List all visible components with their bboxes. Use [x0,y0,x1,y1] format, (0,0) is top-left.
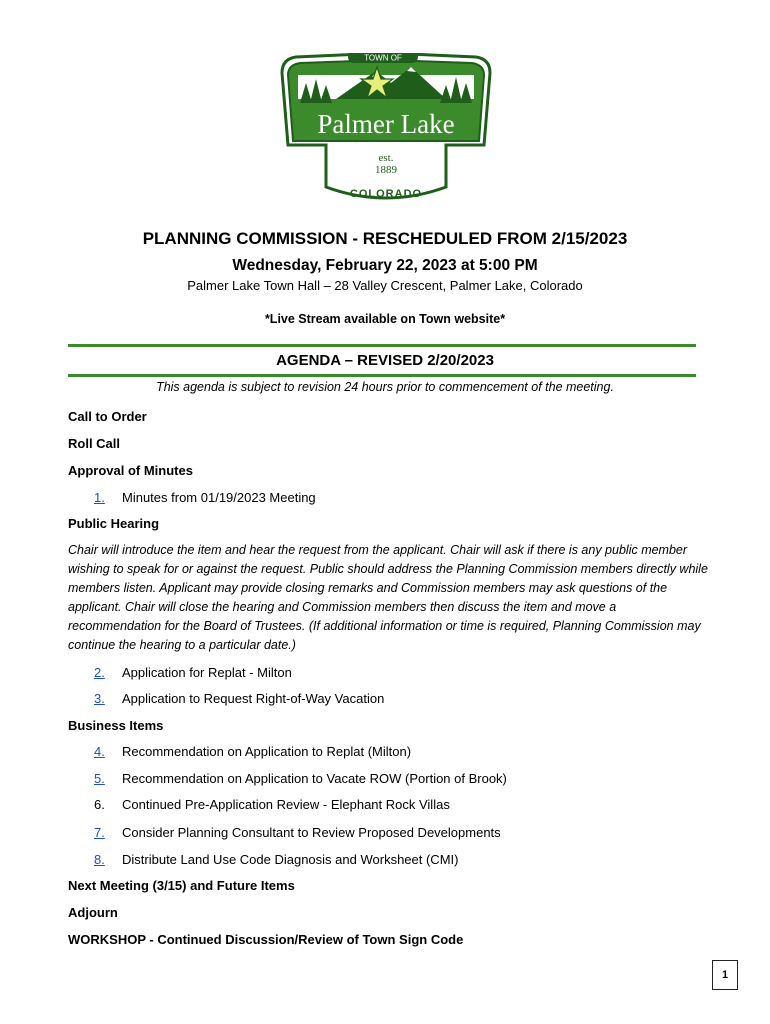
workshop: WORKSHOP - Continued Discussion/Review of Town Sign Code [68,932,464,947]
business-items-heading: Business Items [68,718,164,733]
item-number: 6. [94,797,105,812]
item-label: Application for Replat - Milton [122,665,292,680]
svg-text:Palmer Lake: Palmer Lake [317,109,455,139]
svg-text:COLORADO: COLORADO [349,188,423,200]
agenda-heading: AGENDA – REVISED 2/20/2023 [276,352,494,369]
item-label: Recommendation on Application to Replat (Milton) [122,744,412,759]
page-title: PLANNING COMMISSION - RESCHEDULED FROM 2/15/2023 [142,229,628,248]
item-number-link[interactable]: 5. [94,771,105,786]
page-number: 1 [712,960,738,990]
divider-bottom [68,374,696,377]
public-hearing-description: Chair will introduce the item and hear the request from the applicant. Chair will ask if there is any public member wishing to speak for or against the request. Public should address the Planning Commission members directly while members listen. Applicant may provide closing remarks and Commission members may ask questions of the applicant. Chair will close the hearing and Commission members then discuss the item and move a recommendation for the Board of Trustees. (If additional information or time is required, Planning Commission may continue the hearing to a particular date.) [68,543,708,652]
call-to-order: Call to Order [68,409,147,424]
public-hearing-heading: Public Hearing [68,516,160,531]
agenda-disclaimer: This agenda is subject to revision 24 hours prior to commencement of the meeting. [156,380,614,394]
svg-text:est.: est. [378,152,394,164]
divider-top [68,344,696,347]
item-number-link[interactable]: 8. [94,852,105,867]
item-label: Recommendation on Application to Vacate ROW (Portion of Brook) [122,771,507,786]
adjourn: Adjourn [68,905,118,920]
item-label: Continued Pre-Application Review - Elephant Rock Villas [122,797,450,812]
next-meeting: Next Meeting (3/15) and Future Items [68,878,295,893]
meeting-datetime: Wednesday, February 22, 2023 at 5:00 PM [232,257,538,274]
item-label: Application to Request Right-of-Way Vacation [122,691,385,706]
roll-call: Roll Call [68,436,121,451]
item-number-link[interactable]: 7. [94,825,105,840]
svg-text:TOWN OF: TOWN OF [364,53,402,63]
live-stream-note: *Live Stream available on Town website* [264,312,506,326]
approval-of-minutes-heading: Approval of Minutes [68,463,193,478]
meeting-location: Palmer Lake Town Hall – 28 Valley Crescent, Palmer Lake, Colorado [187,278,583,293]
item-number-link[interactable]: 2. [94,665,105,680]
item-label: Minutes from 01/19/2023 Meeting [122,490,316,505]
palmer-lake-logo [276,53,496,215]
item-number-link[interactable]: 3. [94,691,105,706]
svg-text:1889: 1889 [375,164,397,176]
item-label: Consider Planning Consultant to Review Proposed Developments [122,825,501,840]
item-number-link[interactable]: 1. [94,490,105,505]
item-label: Distribute Land Use Code Diagnosis and Worksheet (CMI) [122,852,459,867]
item-number-link[interactable]: 4. [94,744,105,759]
